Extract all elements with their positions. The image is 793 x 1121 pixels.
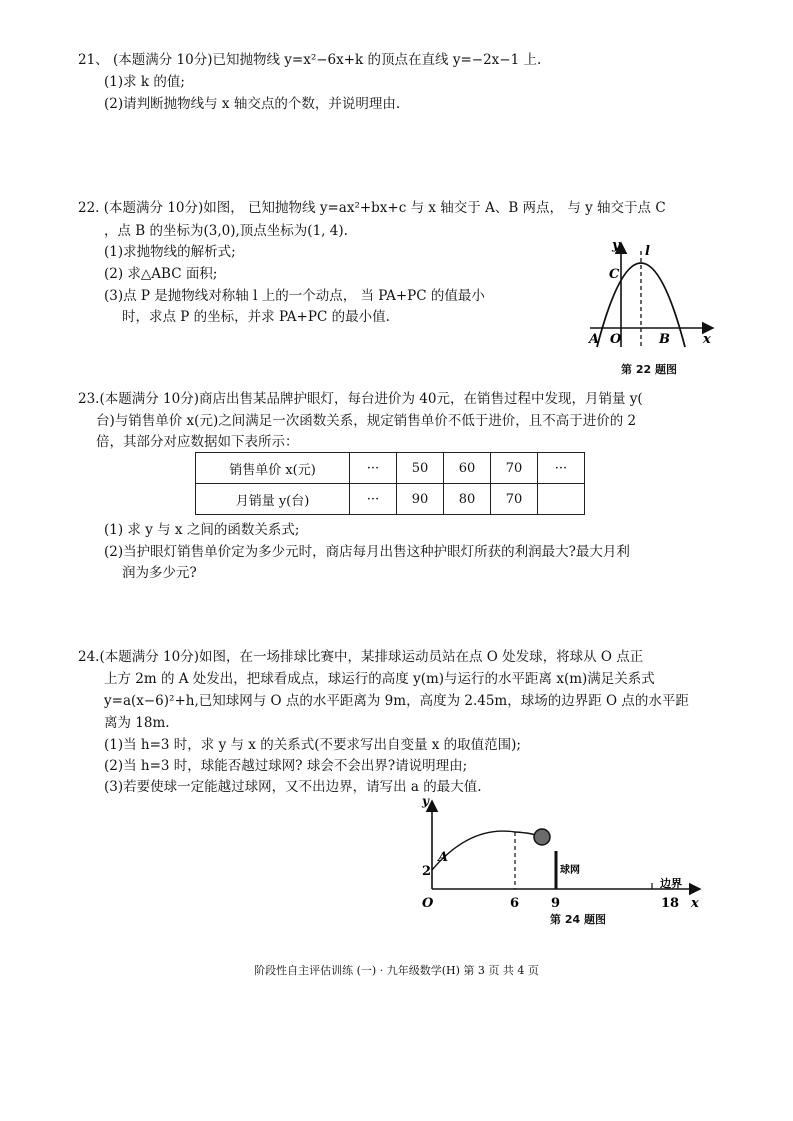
q24-label-O: O <box>422 896 434 911</box>
q24-label-y: y <box>422 795 429 808</box>
q22-label-B: B <box>659 332 670 347</box>
q22-label-O: O <box>610 332 622 347</box>
q21-part1: (1)求 k 的值; <box>104 74 185 90</box>
table-cell: 70 <box>491 484 538 515</box>
q22-part1: (1)求抛物线的解析式; <box>104 244 236 260</box>
table-row <box>196 453 585 484</box>
page-footer: 阶段性自主评估训练 (一) · 九年级数学(H) 第 3 页 共 4 页 <box>254 964 539 977</box>
q22-figure <box>585 235 720 350</box>
q22-label-l: l <box>645 244 650 259</box>
q23-stem-line1: 23.(本题满分 10分)商店出售某品牌护眼灯，每台进价为 40元，在销售过程中发现，月销量 y( <box>78 391 643 407</box>
q23-part1: (1) 求 y 与 x 之间的函数关系式; <box>104 522 300 538</box>
table-cell: 70 <box>491 453 538 484</box>
q24-part2: (2)当 h=3 时，球能否越过球网? 球会不会出界?请说明理由; <box>104 758 468 774</box>
table-cell: 50 <box>397 453 444 484</box>
table-row <box>196 484 585 515</box>
q24-label-6: 6 <box>510 896 520 911</box>
q24-stem-line3: y=a(x−6)²+h,已知球网与 O 点的水平距离为 9m，高度为 2.45m，球场的边界距 O 点的水平距 <box>104 693 689 709</box>
q24-label-net: 球网 <box>560 865 580 876</box>
q24-figure-caption: 第 24 题图 <box>550 913 606 926</box>
q21-part2: (2)请判断抛物线与 x 轴交点的个数，并说明理由. <box>104 96 401 112</box>
q23-data-table <box>195 452 585 515</box>
q24-ball <box>534 829 550 845</box>
q23-part2-line2: 润为多少元? <box>122 565 197 581</box>
q21-stem: 21、 (本题满分 10分)已知抛物线 y=x²−6x+k 的顶点在直线 y=−2x−1 上. <box>78 52 542 68</box>
q22-label-C: C <box>609 267 620 282</box>
q24-part1: (1)当 h=3 时，求 y 与 x 的关系式(不要求写出自变量 x 的取值范围); <box>104 737 521 753</box>
q24-stem-line1: 24.(本题满分 10分)如图，在一场排球比赛中，某排球运动员站在点 O 处发球，将球从 O 点正 <box>78 649 644 665</box>
q24-label-x: x <box>691 896 699 911</box>
q23-stem-line3: 倍，其部分对应数据如下表所示： <box>96 434 299 450</box>
q22-stem-line1: 22. (本题满分 10分)如图， 已知抛物线 y=ax²+bx+c 与 x 轴交于 A、B 两点， 与 y 轴交于点 C <box>78 200 666 216</box>
q24-part3: (3)若要使球一定能越过球网，又不出边界，请写出 a 的最大值. <box>104 779 482 795</box>
table-cell: 90 <box>397 484 444 515</box>
q22-figure-caption: 第 22 题图 <box>621 363 677 376</box>
table-row-header: 月销量 y(台) <box>196 484 350 515</box>
q24-figure <box>418 795 718 913</box>
table-cell: ··· <box>350 453 397 484</box>
q24-label-boundary: 边界 <box>660 877 682 890</box>
q24-stem-line4: 离为 18m. <box>104 715 170 731</box>
q24-label-18: 18 <box>661 896 680 911</box>
table-row-header: 销售单价 x(元) <box>196 453 350 484</box>
q22-label-x: x <box>703 332 711 347</box>
table-cell: 60 <box>444 453 491 484</box>
table-cell: 80 <box>444 484 491 515</box>
q22-part3-line1: (3)点 P 是抛物线对称轴 l 上的一个动点， 当 PA+PC 的值最小 <box>104 288 485 304</box>
q24-stem-line2: 上方 2m 的 A 处发出，把球看成点，球运行的高度 y(m)与运行的水平距离 x(m)满足关系式 <box>104 671 655 687</box>
q24-label-9: 9 <box>551 896 561 911</box>
table-cell: ··· <box>350 484 397 515</box>
q22-label-y: y <box>612 238 620 253</box>
q22-part3-line2: 时，求点 P 的坐标，并求 PA+PC 的最小值. <box>122 309 390 325</box>
q24-label-2: 2 <box>422 864 432 879</box>
q22-part2: (2) 求△ABC 面积; <box>104 266 218 282</box>
q22-label-A: A <box>589 332 600 347</box>
q24-label-A: A <box>438 850 449 865</box>
table-cell <box>538 484 585 515</box>
q22-stem-line2: ，点 B 的坐标为(3,0),顶点坐标为(1, 4). <box>104 223 348 239</box>
q23-part2-line1: (2)当护眼灯销售单价定为多少元时，商店每月出售这种护眼灯所获的利润最大?最大月利 <box>104 544 630 560</box>
q23-stem-line2: 台)与销售单价 x(元)之间满足一次函数关系，规定销售单价不低于进价，且不高于进价的 2 <box>96 413 637 429</box>
q24-ball-trajectory <box>432 831 542 870</box>
table-cell: ··· <box>538 453 585 484</box>
